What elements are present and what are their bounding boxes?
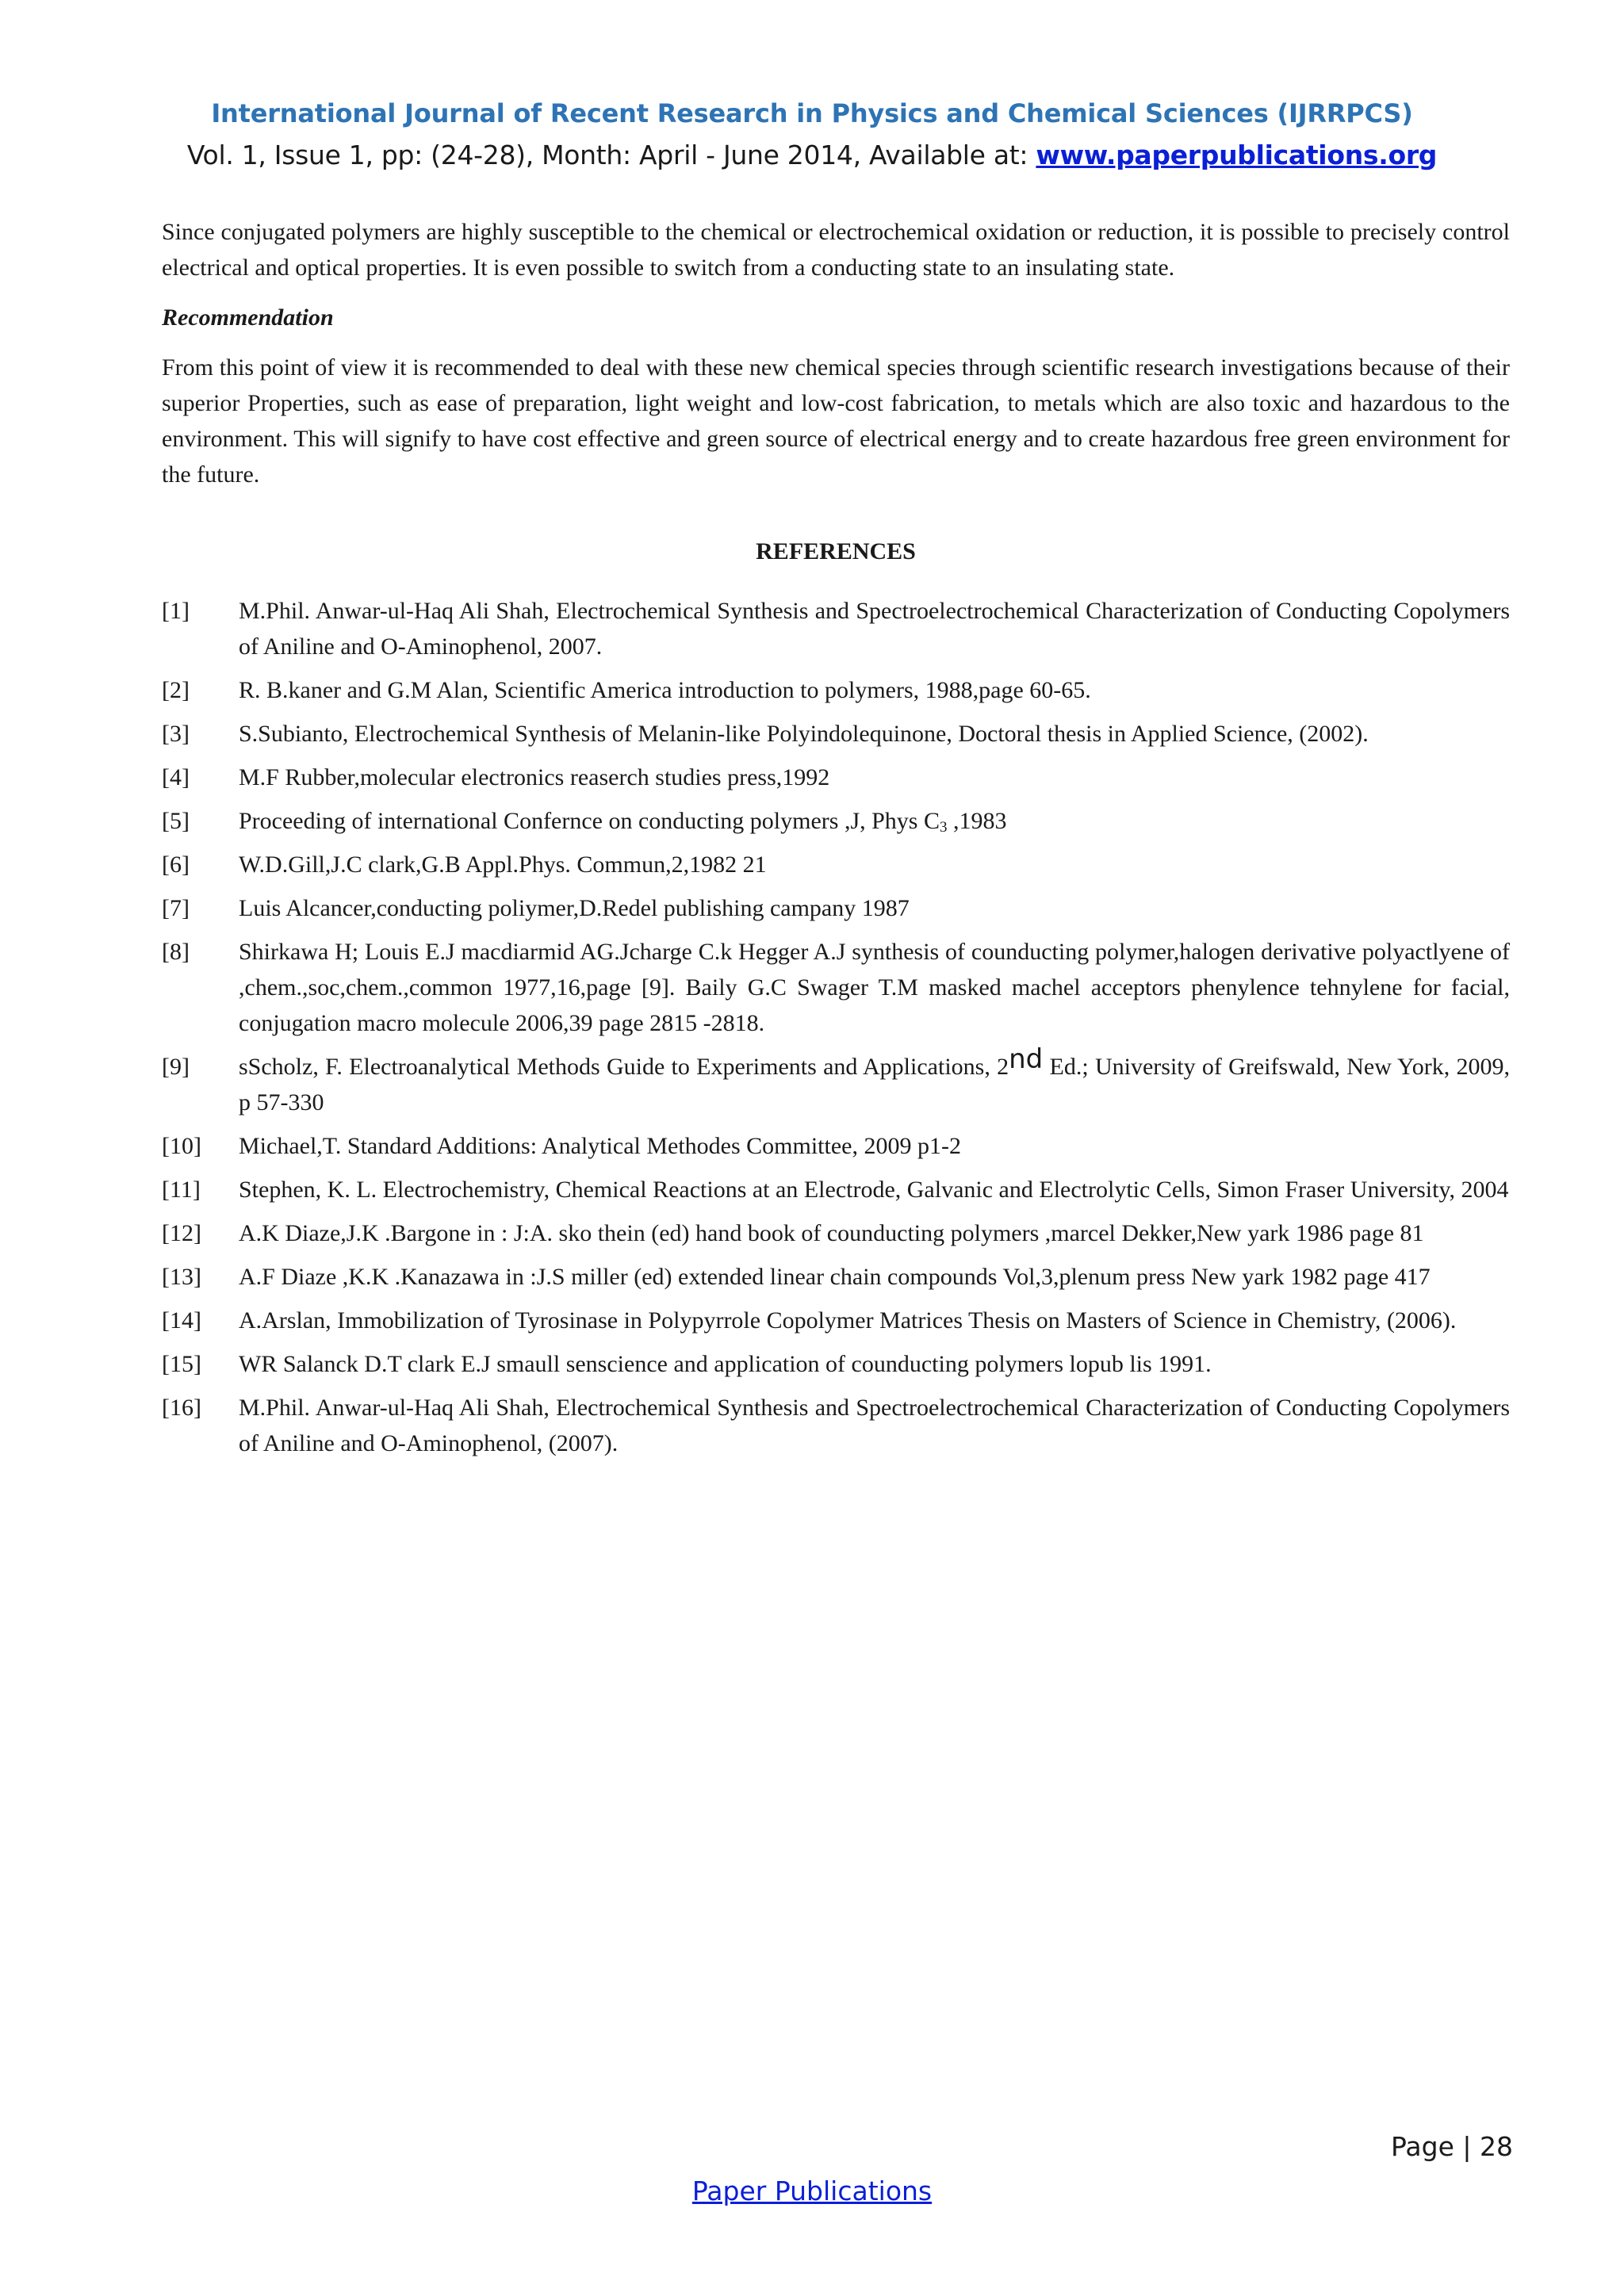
reference-number: [8] bbox=[162, 939, 190, 965]
reference-text: A.F Diaze ,K.K .Kanazawa in :J.S miller (ed) extended linear chain compounds Vol,3,plenum press New yark 1982 page 417 bbox=[239, 1264, 1431, 1290]
footer bbox=[0, 2175, 1624, 2206]
reference-item bbox=[162, 1346, 1510, 1382]
reference-item bbox=[162, 1303, 1510, 1338]
reference-item bbox=[162, 1390, 1510, 1461]
journal-website-link[interactable]: www.paperpublications.org bbox=[1036, 140, 1438, 170]
reference-item bbox=[162, 716, 1510, 752]
reference-text-part: Ed.; University of Greifswald, New York, 2009, p 57-330 bbox=[239, 1054, 1510, 1115]
reference-text: Michael,T. Standard Additions: Analytical Methodes Committee, 2009 p1-2 bbox=[239, 1133, 961, 1159]
reference-item bbox=[162, 1043, 1510, 1120]
intro-paragraph: Since conjugated polymers are highly susceptible to the chemical or electrochemical oxidation or reduction, it is possible to precisely control electrical and optical properties. It is even possible to switch from a conducting state to an insulating state. bbox=[162, 219, 1510, 281]
reference-text bbox=[239, 1043, 1510, 1120]
reference-number: [3] bbox=[162, 721, 190, 747]
reference-text: Stephen, K. L. Electrochemistry, Chemical Reactions at an Electrode, Galvanic and Electrolytic Cells, Simon Fraser University, 2004 bbox=[239, 1177, 1509, 1203]
reference-number: [16] bbox=[162, 1395, 201, 1421]
reference-text: M.Phil. Anwar-ul-Haq Ali Shah, Electrochemical Synthesis and Spectroelectrochemical Characterization of Conducting Copolymers of Aniline and O-Aminophenol, (2007). bbox=[239, 1395, 1510, 1456]
journal-meta-text: Vol. 1, Issue 1, pp: (24-28), Month: April - June 2014, Available at: bbox=[186, 140, 1036, 170]
recommendation-heading: Recommendation bbox=[162, 304, 334, 331]
recommendation-paragraph: From this point of view it is recommended to deal with these new chemical species through scientific research investigations because of their superior Properties, such as ease of preparation, light weight and low-cost fabrication, to metals which are also toxic and hazardous to the environment. This will signify to have cost effective and green source of electrical energy and to create hazardous free green environment for the future. bbox=[162, 354, 1510, 488]
reference-item bbox=[162, 890, 1510, 926]
reference-item bbox=[162, 1259, 1510, 1295]
reference-text: A.Arslan, Immobilization of Tyrosinase in Polypyrrole Copolymer Matrices Thesis on Masters of Science in Chemistry, (2006). bbox=[239, 1307, 1457, 1334]
reference-number: [4] bbox=[162, 764, 190, 790]
reference-number: [2] bbox=[162, 677, 190, 703]
reference-item bbox=[162, 760, 1510, 795]
reference-number: [6] bbox=[162, 851, 190, 878]
reference-text: M.F Rubber,molecular electronics reaserch studies press,1992 bbox=[239, 764, 830, 790]
reference-text: S.Subianto, Electrochemical Synthesis of Melanin-like Polyindolequinone, Doctoral thesis in Applied Science, (2002). bbox=[239, 721, 1369, 747]
references-heading: REFERENCES bbox=[756, 538, 916, 564]
reference-number: [10] bbox=[162, 1133, 201, 1159]
reference-item bbox=[162, 1128, 1510, 1164]
subscript: 3 bbox=[940, 819, 948, 836]
reference-number: [15] bbox=[162, 1351, 201, 1377]
reference-text: A.K Diaze,J.K .Bargone in : J:A. sko thein (ed) hand book of counducting polymers ,marcel Dekker,New yark 1986 page 81 bbox=[239, 1220, 1424, 1246]
article-body bbox=[162, 214, 1510, 1469]
reference-item bbox=[162, 934, 1510, 1041]
journal-meta bbox=[0, 140, 1624, 170]
reference-text-part: sScholz, F. Electroanalytical Methods Guide to Experiments and Applications, 2 bbox=[239, 1054, 1009, 1080]
reference-text-part: Proceeding of international Confernce on conducting polymers ,J, Phys C bbox=[239, 808, 940, 834]
reference-number: [12] bbox=[162, 1220, 201, 1246]
reference-text: WR Salanck D.T clark E.J smaull senscience and application of counducting polymers lopub lis 1991. bbox=[239, 1351, 1212, 1377]
reference-number: [1] bbox=[162, 598, 190, 624]
reference-number: [14] bbox=[162, 1307, 201, 1334]
reference-text: Luis Alcancer,conducting poliymer,D.Redel publishing campany 1987 bbox=[239, 895, 910, 921]
reference-text: W.D.Gill,J.C clark,G.B Appl.Phys. Commun,2,1982 21 bbox=[239, 851, 767, 878]
reference-item bbox=[162, 672, 1510, 708]
reference-number: [13] bbox=[162, 1264, 201, 1290]
reference-text bbox=[239, 803, 1510, 839]
reference-item bbox=[162, 847, 1510, 882]
reference-item bbox=[162, 803, 1510, 839]
superscript: nd bbox=[1009, 1043, 1044, 1075]
publisher-link[interactable]: Paper Publications bbox=[691, 2175, 933, 2206]
references-list bbox=[162, 593, 1510, 1461]
reference-text-part: ,1983 bbox=[947, 808, 1007, 834]
reference-item bbox=[162, 593, 1510, 664]
reference-number: [5] bbox=[162, 808, 190, 834]
reference-text: M.Phil. Anwar-ul-Haq Ali Shah, Electrochemical Synthesis and Spectroelectrochemical Characterization of Conducting Copolymers of Aniline and O-Aminophenol, 2007. bbox=[239, 598, 1510, 660]
journal-title: International Journal of Recent Research in Physics and Chemical Sciences (IJRRPCS) bbox=[211, 98, 1413, 128]
reference-item bbox=[162, 1172, 1510, 1207]
reference-number: [11] bbox=[162, 1177, 201, 1203]
reference-item bbox=[162, 1215, 1510, 1251]
reference-number: [7] bbox=[162, 895, 190, 921]
reference-text: Shirkawa H; Louis E.J macdiarmid AG.Jcharge C.k Hegger A.J synthesis of counducting polymer,halogen derivative polyactlyene of ,chem.,soc,chem.,common 1977,16,page [9]. Baily G.C Swager T.M masked machel acceptors phenylence tehnylene for facial, conjugation macro molecule 2006,39 page 2815 -2818. bbox=[239, 939, 1510, 1036]
reference-number: [9] bbox=[162, 1054, 190, 1080]
reference-text: R. B.kaner and G.M Alan, Scientific America introduction to polymers, 1988,page 60-65. bbox=[239, 677, 1091, 703]
page-number: Page | 28 bbox=[1391, 2131, 1513, 2162]
